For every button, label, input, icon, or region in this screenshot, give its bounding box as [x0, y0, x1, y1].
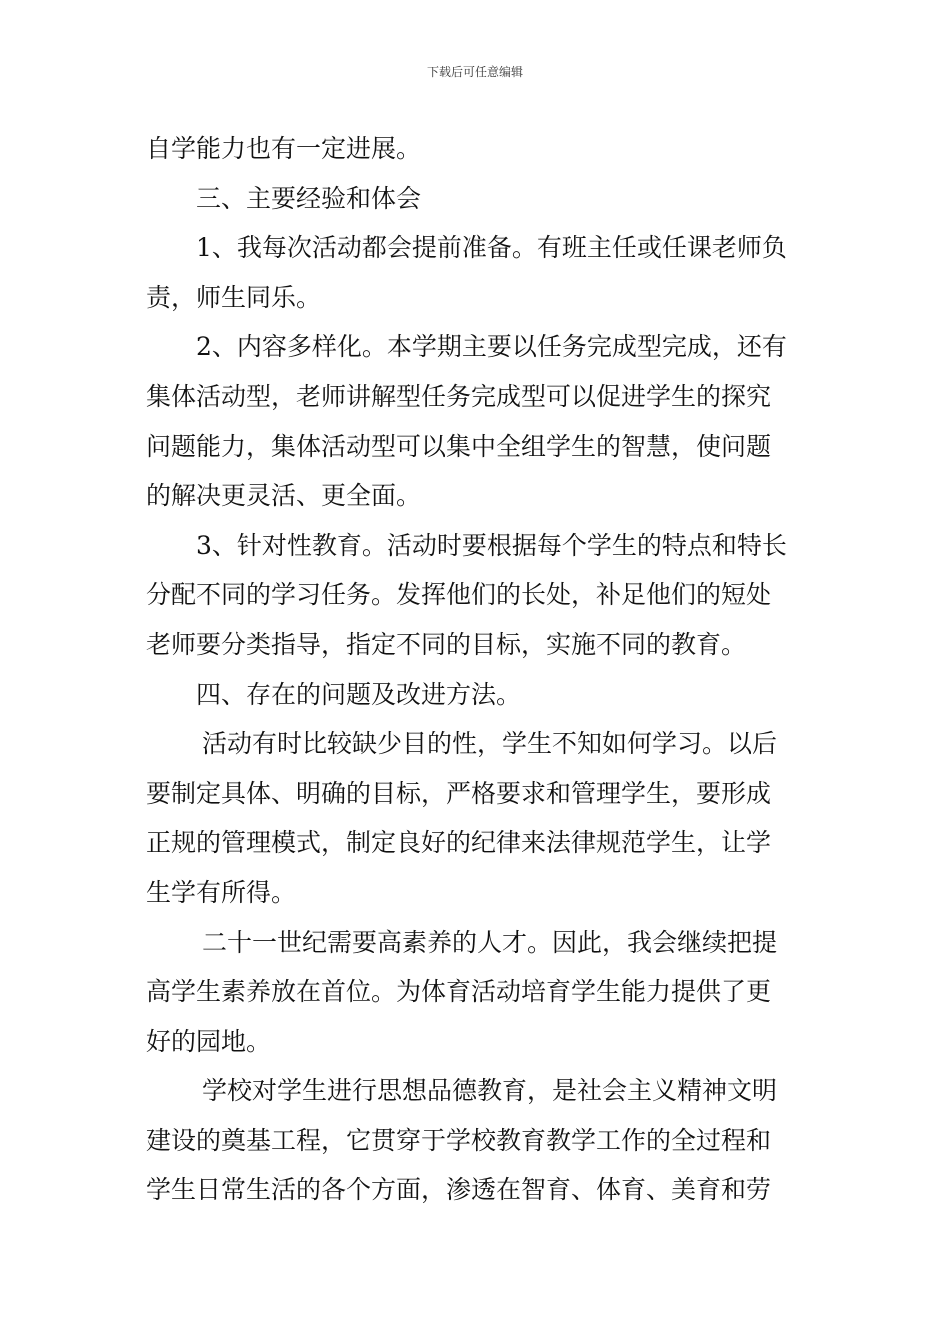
text-line: 学校对学生进行思想品德教育，是社会主义精神文明: [202, 1076, 778, 1106]
text-line: 好的园地。: [146, 1026, 272, 1056]
text-line: 学生日常生活的各个方面，渗透在智育、体育、美育和劳: [146, 1175, 772, 1205]
text-line: 活动有时比较缺少目的性，学生不知如何学习。以后: [202, 729, 778, 759]
text-line: 自学能力也有一定进展。: [146, 134, 422, 163]
text-line: 分配不同的学习任务。发挥他们的长处，补足他们的短处: [146, 580, 772, 610]
page-header: 下载后可任意编辑: [426, 65, 523, 79]
text-line: 2、内容多样化。本学期主要以任务完成型完成，还有: [196, 332, 787, 362]
text-line: 问题能力，集体活动型可以集中全组学生的智慧，使问题: [146, 431, 772, 461]
text-line: 1、我每次活动都会提前准备。有班主任或任课老师负: [196, 233, 787, 263]
text-line: 二十一世纪需要高素养的人才。因此，我会继续把提: [202, 927, 778, 957]
text-line: 集体活动型，老师讲解型任务完成型可以促进学生的探究: [146, 381, 772, 411]
text-line: 老师要分类指导，指定不同的目标，实施不同的教育。: [146, 629, 747, 659]
text-line: 责，师生同乐。: [146, 282, 322, 312]
text-line: 生学有所得。: [146, 877, 297, 907]
text-line: 的解决更灵活、更全面。: [146, 481, 422, 511]
section-heading: 四、存在的问题及改进方法。: [196, 679, 522, 709]
text-line: 正规的管理模式，制定良好的纪律来法律规范学生，让学: [146, 828, 772, 858]
text-line: 建设的奠基工程，它贯穿于学校教育教学工作的全过程和: [146, 1125, 772, 1155]
section-heading: 三、主要经验和体会: [196, 183, 422, 213]
text-line: 高学生素养放在首位。为体育活动培育学生能力提供了更: [146, 977, 772, 1007]
text-line: 要制定具体、明确的目标，严格要求和管理学生，要形成: [146, 778, 772, 808]
text-line: 3、针对性教育。活动时要根据每个学生的特点和特长: [196, 530, 787, 560]
document-body: [146, 124, 808, 1215]
